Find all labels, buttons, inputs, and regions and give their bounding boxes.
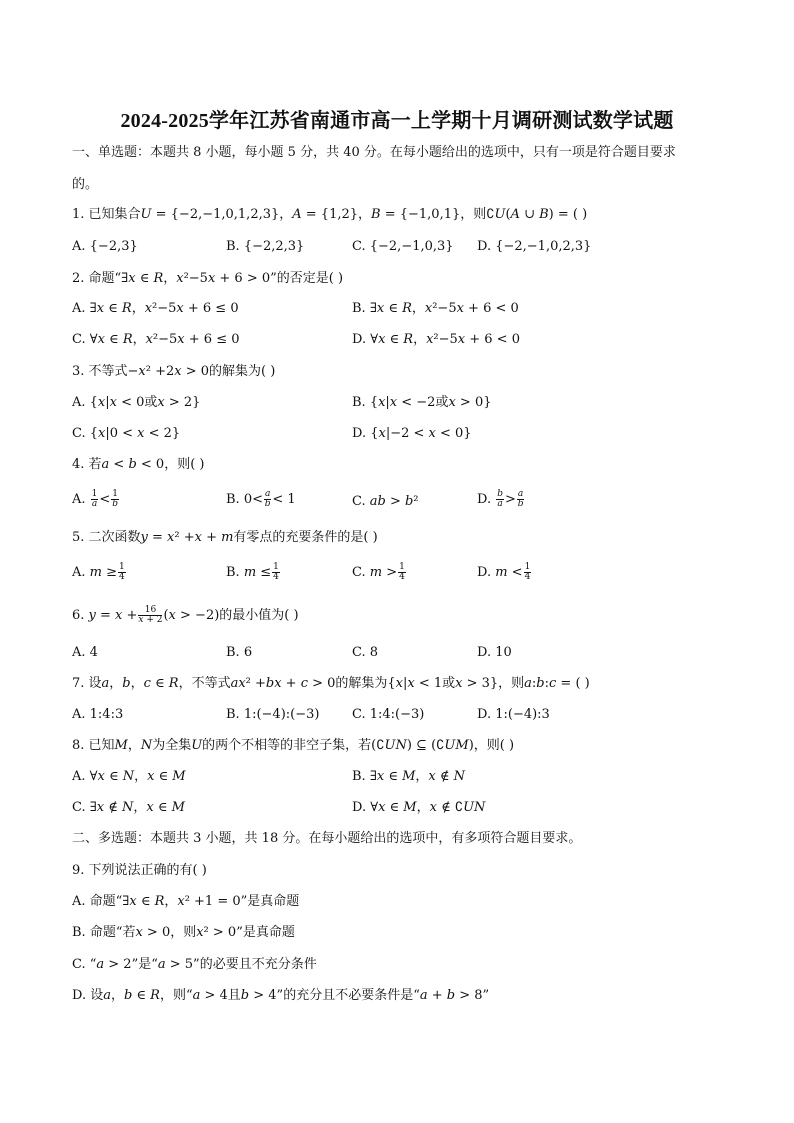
q1-option-a: A. {−2,3} (72, 239, 138, 254)
q7-option-c: C. 1:4:(−3) (352, 707, 425, 722)
q6-option-d: D. 10 (477, 645, 512, 660)
q4-a-den1: 𝑎 (91, 499, 98, 509)
q5-option-a (72, 563, 127, 582)
q4-d-fraction-1 (496, 490, 504, 509)
q5-d-fraction (524, 563, 532, 582)
q4-option-a (72, 490, 120, 509)
q3-option-d: D. {𝑥|−2 < 𝑥 < 0} (352, 426, 472, 441)
q4-d-prefix: D. (477, 492, 496, 507)
q5-b-den: 4 (273, 572, 279, 582)
q5-d-prefix: D. 𝑚 < (477, 565, 523, 580)
q5-d-num: 1 (524, 562, 531, 572)
q3-option-c: C. {𝑥|0 < 𝑥 < 2} (72, 426, 181, 441)
q9-stem: 9. 下列说法正确的有( ) (72, 863, 207, 878)
section1-heading-line2: 的。 (72, 177, 99, 192)
q5-c-prefix: C. 𝑚 > (352, 565, 398, 580)
q4-b-prefix: B. 0< (226, 492, 263, 507)
q6-frac-num: 16 (138, 606, 162, 616)
q5-c-num: 1 (399, 562, 405, 572)
q5-b-num: 1 (273, 562, 279, 572)
q5-c-den: 4 (399, 572, 405, 582)
q7-option-d: D. 1:(−4):3 (477, 707, 550, 722)
q5-option-d (477, 563, 532, 582)
q4-b-fraction (264, 490, 271, 509)
q6-option-b: B. 6 (226, 645, 253, 660)
q9-option-b: B. 命题“若𝑥 > 0，则𝑥² > 0”是真命题 (72, 925, 295, 940)
q8-option-b: B. ∃𝑥 ∈ 𝑀，𝑥 ∉ 𝑁 (352, 769, 465, 784)
q4-a-den2: 𝑏 (112, 499, 119, 509)
q5-d-den: 4 (524, 572, 531, 582)
q6-stem (72, 606, 299, 625)
q8-option-a: A. ∀𝑥 ∈ 𝑁，𝑥 ∈ 𝑀 (72, 769, 186, 784)
q9-option-d: D. 设𝑎，𝑏 ∈ 𝑅，则“𝑎 > 4且𝑏 > 4”的充分且不必要条件是“𝑎 + 𝑏 > 8” (72, 988, 490, 1003)
q6-stem-fraction (138, 606, 162, 625)
q6-stem-suffix: (𝑥 > −2)的最小值为( ) (163, 608, 299, 623)
q5-b-fraction (272, 563, 280, 582)
q7-stem: 7. 设𝑎，𝑏，𝑐 ∈ 𝑅，不等式𝑎𝑥² +𝑏𝑥 + 𝑐 > 0的解集为{𝑥|𝑥 < 1或𝑥 > 3}，则𝑎:𝑏:𝑐 = ( ) (72, 676, 590, 691)
q5-a-prefix: A. 𝑚 ≥ (72, 565, 118, 580)
q4-option-c: C. 𝑎𝑏 > 𝑏² (352, 494, 419, 509)
q5-stem: 5. 二次函数𝑦 = 𝑥² +𝑥 + 𝑚有零点的充要条件的是( ) (72, 530, 378, 545)
q4-b-den: 𝑏 (264, 499, 271, 509)
q4-d-num2: 𝑎 (517, 489, 524, 499)
q4-d-den2: 𝑏 (517, 499, 524, 509)
q5-a-fraction (118, 563, 126, 582)
q3-option-a: A. {𝑥|𝑥 < 0或𝑥 > 2} (72, 395, 201, 410)
q6-option-c: C. 8 (352, 645, 379, 660)
q4-d-mid: > (505, 492, 516, 507)
q2-option-d: D. ∀𝑥 ∈ 𝑅，𝑥²−5𝑥 + 6 < 0 (352, 332, 520, 347)
q1-option-c: C. {−2,−1,0,3} (352, 239, 454, 254)
section2-heading: 二、多选题：本题共 3 小题，共 18 分。在每小题给出的选项中，有多项符合题目要求。 (72, 831, 582, 846)
q4-d-num1: 𝑏 (497, 489, 503, 499)
q1-option-b: B. {−2,2,3} (226, 239, 305, 254)
q4-a-mid: < (99, 492, 111, 507)
q2-option-a: A. ∃𝑥 ∈ 𝑅，𝑥²−5𝑥 + 6 ≤ 0 (72, 301, 239, 316)
q8-option-c: C. ∃𝑥 ∉ 𝑁，𝑥 ∈ 𝑀 (72, 800, 185, 815)
q2-option-b: B. ∃𝑥 ∈ 𝑅，𝑥²−5𝑥 + 6 < 0 (352, 301, 519, 316)
q4-b-num: 𝑎 (264, 489, 271, 499)
q4-a-fraction-2 (111, 490, 119, 509)
q2-stem: 2. 命题“∃𝑥 ∈ 𝑅，𝑥²−5𝑥 + 6 > 0”的否定是( ) (72, 271, 344, 286)
q9-option-c: C. “𝑎 > 2”是“𝑎 > 5”的必要且不充分条件 (72, 957, 317, 972)
q3-stem: 3. 不等式−𝑥² +2𝑥 > 0的解集为( ) (72, 364, 276, 379)
q4-d-fraction-2 (517, 490, 524, 509)
q9-option-a: A. 命题“∃𝑥 ∈ 𝑅，𝑥² +1 = 0”是真命题 (72, 894, 300, 909)
q3-option-b: B. {𝑥|𝑥 < −2或𝑥 > 0} (352, 395, 492, 410)
q1-stem: 1. 已知集合𝑈 = {−2,−1,0,1,2,3}，𝐴 = {1,2}，𝐵 = {−1,0,1}，则∁𝑈(𝐴 ∪ 𝐵) = ( ) (72, 207, 588, 222)
q5-c-fraction (398, 563, 406, 582)
q4-b-suffix: < 1 (272, 492, 296, 507)
q4-a-fraction-1 (91, 490, 99, 509)
q4-d-den1: 𝑎 (497, 499, 503, 509)
q2-option-c: C. ∀𝑥 ∈ 𝑅，𝑥²−5𝑥 + 6 ≤ 0 (72, 332, 240, 347)
q5-a-num: 1 (119, 562, 125, 572)
q5-a-den: 4 (119, 572, 125, 582)
q6-option-a: A. 4 (72, 645, 98, 660)
page-title: 2024-2025学年江苏省南通市高一上学期十月调研测试数学试题 (120, 110, 674, 132)
q4-a-num1: 1 (91, 489, 98, 499)
q6-frac-den: 𝑥 + 2 (138, 615, 163, 625)
q4-stem: 4. 若𝑎 < 𝑏 < 0，则( ) (72, 457, 205, 472)
q5-option-c (352, 563, 407, 582)
section1-heading-line1: 一、单选题：本题共 8 小题，每小题 5 分，共 40 分。在每小题给出的选项中，只有一项是符合题目要求 (72, 145, 676, 160)
q8-stem: 8. 已知𝑀，𝑁为全集𝑈的两个不相等的非空子集，若(∁𝑈𝑁) ⊆ (∁𝑈𝑀)，则( ) (72, 738, 515, 753)
q5-option-b (226, 563, 281, 582)
q4-option-d (477, 490, 525, 509)
q7-option-b: B. 1:(−4):(−3) (226, 707, 320, 722)
q4-option-b (226, 490, 296, 509)
q7-option-a: A. 1:4:3 (72, 707, 124, 722)
q4-a-prefix: A. (72, 492, 90, 507)
q4-a-num2: 1 (112, 489, 119, 499)
q1-option-d: D. {−2,−1,0,2,3} (477, 239, 592, 254)
q5-b-prefix: B. 𝑚 ≤ (226, 565, 272, 580)
q8-option-d: D. ∀𝑥 ∈ 𝑀，𝑥 ∉ ∁𝑈𝑁 (352, 800, 486, 815)
q6-stem-prefix: 6. 𝑦 = 𝑥 + (72, 608, 138, 623)
